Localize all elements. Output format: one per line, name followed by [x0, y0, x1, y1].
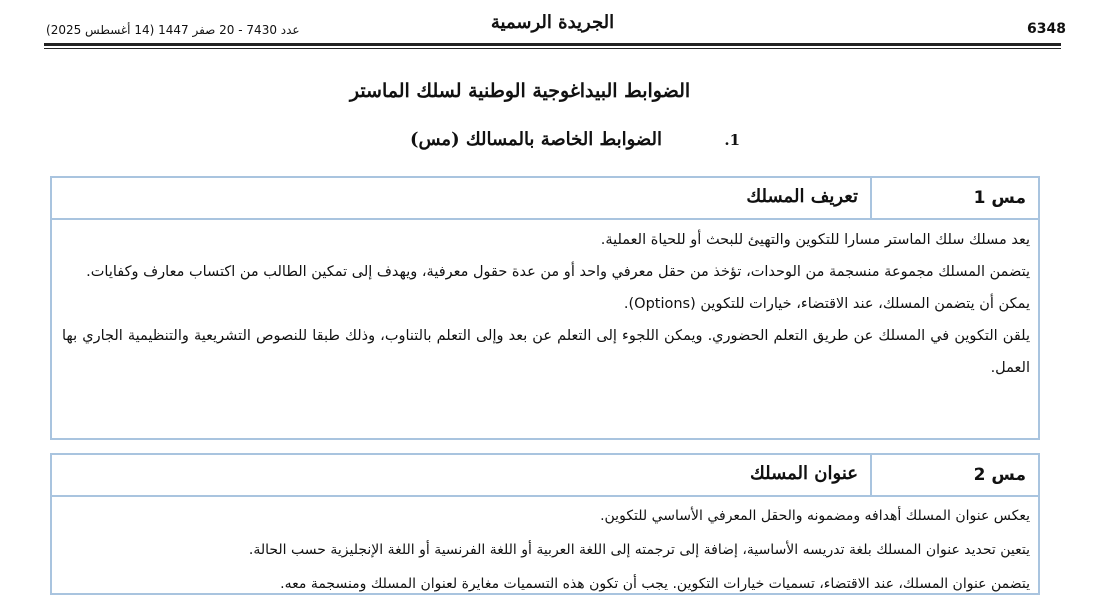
- criterion-body: [52, 497, 1038, 605]
- paragraph: يتعين تحديد عنوان المسلك بلغة تدريسه الأساسية، إضافة إلى ترجمته إلى اللغة العربية أو اللغة الفرنسية أو اللغة الإنجليزية حسب الحالة.: [248, 542, 1030, 558]
- section-number: 1.: [724, 131, 740, 149]
- gazette-title: الجريدة الرسمية: [490, 12, 615, 33]
- paragraph: يتضمن عنوان المسلك، عند الاقتضاء، تسميات خيارات التكوين. يجب أن تكون هذه التسميات مغايرة لعنوان المسلك ومنسجمة معه.: [280, 576, 1030, 592]
- criterion-header: [52, 455, 1038, 497]
- document-title: الضوابط البيداغوجية الوطنية لسلك الماستر: [349, 80, 691, 102]
- criterion-header: [52, 178, 1038, 220]
- criterion-box: [50, 176, 1040, 440]
- header-divider-thick: [44, 43, 1061, 46]
- section-title: الضوابط الخاصة بالمسالك (مس): [409, 129, 662, 150]
- paragraph: يعكس عنوان المسلك أهدافه ومضمونه والحقل المعرفي الأساسي للتكوين.: [600, 508, 1030, 524]
- header-divider-thin: [44, 48, 1061, 49]
- paragraph: يمكن أن يتضمن المسلك، عند الاقتضاء، خيارات للتكوين (Options).: [623, 296, 1030, 312]
- paragraph: يتضمن المسلك مجموعة منسجمة من الوحدات، تؤخذ من حقل معرفي واحد أو من عدة حقول معرفية، ويهدف إلى تمكين الطالب من اكتساب معارف وكفايات.: [86, 264, 1030, 280]
- criterion-body: [52, 220, 1038, 388]
- criterion-code: مس 1: [870, 178, 1038, 218]
- page-number: 6348: [1027, 21, 1066, 37]
- page-header: [44, 10, 1066, 44]
- section-heading: [360, 129, 740, 153]
- paragraph: يعد مسلك سلك الماستر مسارا للتكوين والتهيئ للبحث أو للحياة العملية.: [600, 232, 1030, 248]
- criterion-title: عنوان المسلك: [749, 463, 858, 484]
- paragraph: يلقن التكوين في المسلك عن طريق التعلم الحضوري. ويمكن اللجوء إلى التعلم عن بعد وإلى التعلم بالتناوب، وذلك طبقا للنصوص التشريعية والتنظيمية الجاري بها العمل.: [62, 328, 1030, 376]
- criterion-code: مس 2: [870, 455, 1038, 495]
- criterion-title: تعريف المسلك: [746, 186, 858, 207]
- criterion-box: [50, 453, 1040, 595]
- issue-info: عدد 7430 - 20 صفر 1447 (14 أغسطس 2025): [46, 23, 300, 37]
